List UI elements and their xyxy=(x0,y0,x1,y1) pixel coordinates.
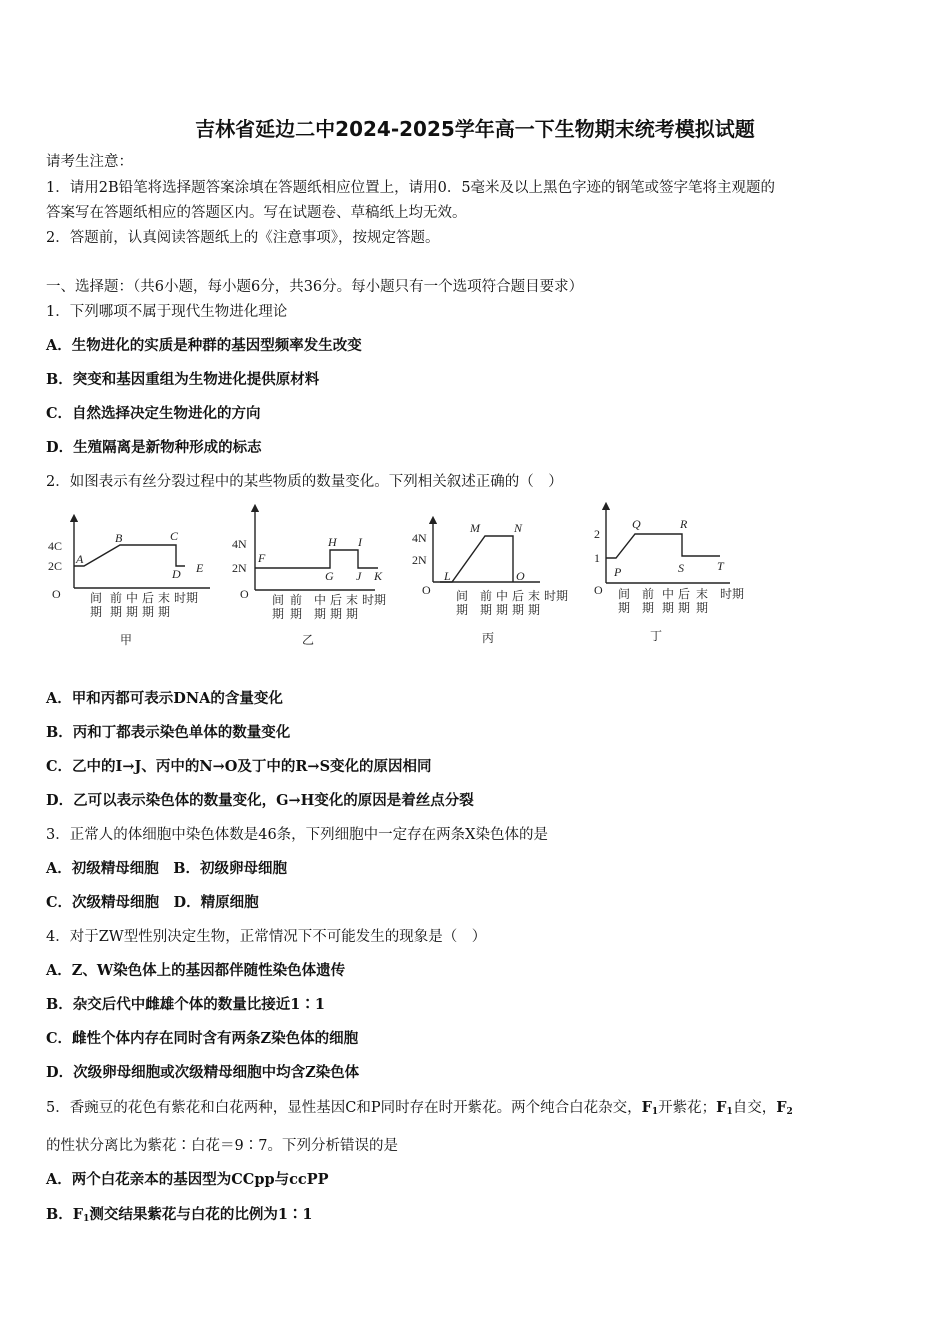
jia-x-qi2: 期 xyxy=(110,605,123,619)
ding-point-r: R xyxy=(680,517,688,531)
ding-point-p: P xyxy=(614,565,622,579)
bing-x-qi5: 期 xyxy=(528,603,541,617)
q4-option-b: B．杂交后代中雌雄个体的数量比接近1∶1 xyxy=(46,996,325,1013)
q5-f1: $F_1$ xyxy=(641,1099,659,1117)
ding-x-qian: 前 xyxy=(642,587,655,601)
yi-x-mo: 末 xyxy=(346,593,359,607)
ding-point-t: T xyxy=(717,559,724,573)
bing-x-mo: 末 xyxy=(528,589,541,603)
yi-point-j: J xyxy=(356,569,362,583)
q1-option-c: C．自然选择决定生物进化的方向 xyxy=(46,405,261,422)
yi-x-qi3: 期 xyxy=(314,607,327,621)
yi-origin: O xyxy=(240,587,249,601)
bing-x-qi2: 期 xyxy=(480,603,493,617)
jia-x-mo: 末 xyxy=(158,591,171,605)
q5-stem-d: 的性状分离比为紫花∶白花＝9∶7。下列分析错误的是 xyxy=(46,1138,398,1154)
q5-stem-line1 xyxy=(46,1098,793,1122)
yi-point-g: G xyxy=(325,569,334,583)
bing-x-hou: 后 xyxy=(512,589,525,603)
q5-f2: $F_2$ xyxy=(776,1099,793,1117)
ding-x-shiqi: 时期 xyxy=(720,587,745,601)
bing-x-qi3: 期 xyxy=(496,603,509,617)
ding-x-qi2: 期 xyxy=(642,601,655,615)
jia-x-qi1: 期 xyxy=(90,605,103,619)
ding-caption: 丁 xyxy=(650,629,663,643)
q1-stem: 1．下列哪项不属于现代生物进化理论 xyxy=(46,304,288,320)
bing-tick-4n: 4N xyxy=(412,531,427,545)
q4-option-a: A．Z、W染色体上的基因都伴随性染色体遗传 xyxy=(46,962,346,979)
jia-x-qi4: 期 xyxy=(142,605,155,619)
ding-x-zhong: 中 xyxy=(662,587,675,601)
bing-x-qi4: 期 xyxy=(512,603,525,617)
jia-origin: O xyxy=(52,587,61,601)
q2-stem: 2．如图表示有丝分裂过程中的某些物质的数量变化。下列相关叙述正确的（ ） xyxy=(46,474,563,490)
bing-point-o: O xyxy=(516,569,525,583)
q3-options-ab: A．初级精母细胞 B．初级卵母细胞 xyxy=(46,860,288,877)
yi-x-qi4: 期 xyxy=(330,607,343,621)
q4-stem: 4．对于ZW型性别决定生物，正常情况下不可能发生的现象是（ ） xyxy=(46,929,487,945)
ding-x-qi4: 期 xyxy=(678,601,691,615)
jia-x-zhong: 中 xyxy=(126,591,139,605)
jia-x-shiqi: 时期 xyxy=(174,591,199,605)
q5-stem-a: 5．香豌豆的花色有紫花和白花两种，显性基因C和P同时存在时开紫花。两个纯合白花杂交， xyxy=(46,1100,642,1116)
yi-tick-4n: 4N xyxy=(232,537,247,551)
notice-item-1b: 答案写在答题纸相应的答题区内。写在试题卷、草稿纸上均无效。 xyxy=(46,205,467,221)
jia-x-qi5: 期 xyxy=(158,605,171,619)
notice-item-2: 2．答题前，认真阅读答题纸上的《注意事项》，按规定答题。 xyxy=(46,230,440,246)
q1-option-d: D．生殖隔离是新物种形成的标志 xyxy=(46,439,262,456)
ding-x-qi3: 期 xyxy=(662,601,675,615)
jia-caption: 甲 xyxy=(120,633,133,647)
bing-x-shiqi: 时期 xyxy=(544,589,569,603)
ding-x-jian: 间 xyxy=(618,587,631,601)
ding-x-mo: 末 xyxy=(696,587,709,601)
bing-point-l: L xyxy=(444,569,451,583)
q5-f1-second: $F_1$ xyxy=(716,1099,733,1117)
jia-x-qi3: 期 xyxy=(126,605,139,619)
bing-tick-2n: 2N xyxy=(412,553,427,567)
yi-tick-2n: 2N xyxy=(232,561,247,575)
ding-x-qi5: 期 xyxy=(696,601,709,615)
yi-x-hou: 后 xyxy=(330,593,343,607)
section-heading: 一、选择题：（共6小题，每小题6分，共36分。每小题只有一个选项符合题目要求） xyxy=(46,279,584,295)
bing-origin: O xyxy=(422,583,431,597)
jia-point-a: A xyxy=(76,552,84,566)
q3-options-cd: C．次级精母细胞 D．精原细胞 xyxy=(46,894,259,911)
bing-point-n: N xyxy=(514,521,523,535)
bing-x-qian: 前 xyxy=(480,589,493,603)
q3-stem: 3．正常人的体细胞中染色体数是46条，下列细胞中一定存在两条X染色体的是 xyxy=(46,827,548,843)
yi-x-jian: 间 xyxy=(272,593,285,607)
jia-point-c: C xyxy=(170,529,179,543)
q1-option-a: A．生物进化的实质是种群的基因型频率发生改变 xyxy=(46,337,362,354)
ding-point-q: Q xyxy=(632,517,641,531)
q2-option-a: A．甲和丙都可表示DNA的含量变化 xyxy=(46,690,283,707)
yi-point-i: I xyxy=(358,535,362,549)
bing-point-m: M xyxy=(470,521,480,535)
ding-x-hou: 后 xyxy=(678,587,691,601)
yi-x-qi5: 期 xyxy=(346,607,359,621)
yi-x-qi2: 期 xyxy=(290,607,303,621)
q1-option-b: B．突变和基因重组为生物进化提供原材料 xyxy=(46,371,320,388)
notice-item-1a: 1．请用2B铅笔将选择题答案涂填在答题纸相应位置上，请用0．5毫米及以上黑色字迹的钢笔或签字笔将主观题的 xyxy=(46,180,776,196)
bing-caption: 丙 xyxy=(482,631,495,645)
yi-caption: 乙 xyxy=(302,633,315,647)
q2-option-c: C．乙中的I→J、丙中的N→O及丁中的R→S变化的原因相同 xyxy=(46,758,432,775)
jia-x-jian: 间 xyxy=(90,591,103,605)
ding-tick-2: 2 xyxy=(594,527,600,541)
notice-heading: 请考生注意： xyxy=(46,154,133,170)
yi-point-k: K xyxy=(374,569,383,583)
jia-point-b: B xyxy=(115,531,123,545)
yi-x-shiqi: 时期 xyxy=(362,593,387,607)
yi-x-qi1: 期 xyxy=(272,607,285,621)
bing-x-qi1: 期 xyxy=(456,603,469,617)
bing-x-zhong: 中 xyxy=(496,589,509,603)
ding-point-s: S xyxy=(678,561,684,575)
jia-point-e: E xyxy=(196,561,204,575)
jia-x-qian: 前 xyxy=(110,591,123,605)
ding-tick-1: 1 xyxy=(594,551,600,565)
jia-point-d: D xyxy=(172,567,181,581)
q2-option-b: B．丙和丁都表示染色单体的数量变化 xyxy=(46,724,291,741)
jia-x-hou: 后 xyxy=(142,591,155,605)
yi-x-qian: 前 xyxy=(290,593,303,607)
yi-x-zhong: 中 xyxy=(314,593,327,607)
q2-graphs xyxy=(40,500,760,650)
q4-option-d: D．次级卵母细胞或次级精母细胞中均含Z染色体 xyxy=(46,1064,360,1081)
ding-x-qi1: 期 xyxy=(618,601,631,615)
q5-option-b: B．$F_1$测交结果紫花与白花的比例为1∶1 xyxy=(46,1206,313,1224)
q5-stem-b: 开紫花； xyxy=(658,1100,717,1116)
q2-option-d: D．乙可以表示染色体的数量变化，G→H变化的原因是着丝点分裂 xyxy=(46,792,474,809)
bing-x-jian: 间 xyxy=(456,589,469,603)
ding-origin: O xyxy=(594,583,603,597)
page-title: 吉林省延边二中2024-2025学年高一下生物期末统考模拟试题 xyxy=(195,117,755,141)
jia-tick-4c: 4C xyxy=(48,539,63,553)
q5-option-a: A．两个白花亲本的基因型为CCpp与ccPP xyxy=(46,1171,329,1188)
q4-option-c: C．雌性个体内存在同时含有两条Z染色体的细胞 xyxy=(46,1030,359,1047)
q5-stem-c: 自交， xyxy=(732,1100,777,1116)
yi-point-h: H xyxy=(328,535,337,549)
jia-tick-2c: 2C xyxy=(48,559,63,573)
yi-point-f: F xyxy=(258,551,266,565)
